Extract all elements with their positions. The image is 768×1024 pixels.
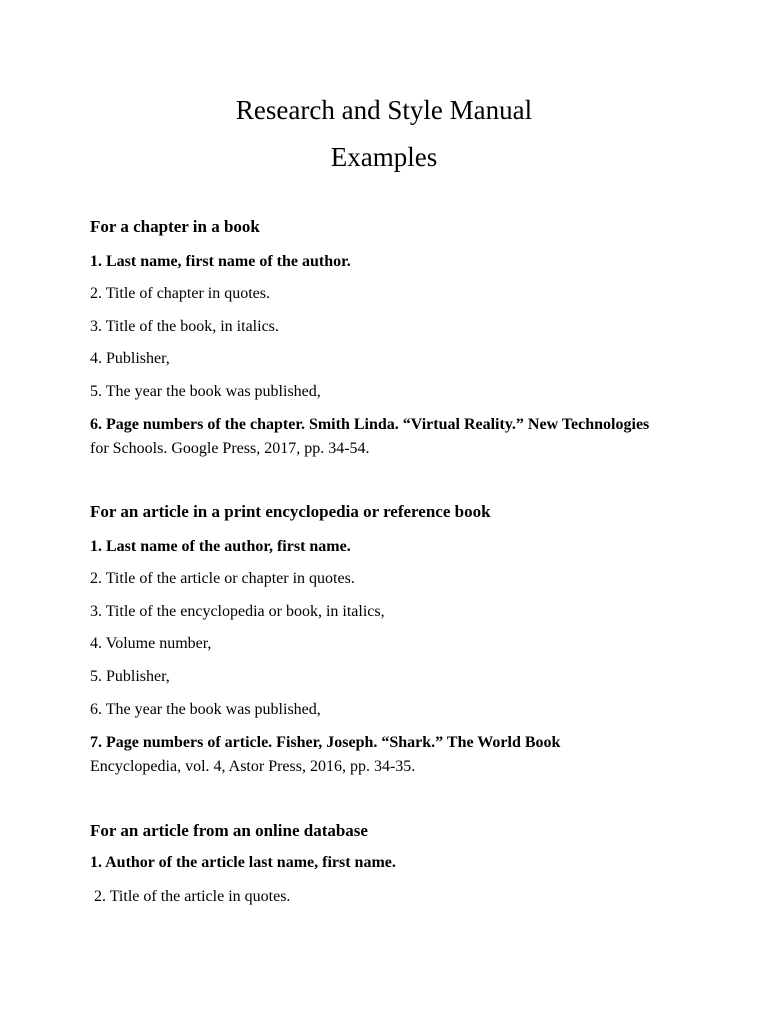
list-item: 1. Last name of the author, first name. [90, 538, 351, 555]
list-item-continuation: Encyclopedia, vol. 4, Astor Press, 2016, pp. 34-35. [90, 758, 416, 775]
list-item: 6. The year the book was published, [90, 701, 321, 718]
list-item-continuation: for Schools. Google Press, 2017, pp. 34-54. [90, 440, 370, 457]
section-heading-encyclopedia: For an article in a print encyclopedia or reference book [90, 502, 491, 521]
list-item: 3. Title of the book, in italics. [90, 318, 279, 335]
list-item: 4. Publisher, [90, 350, 170, 367]
list-item: 3. Title of the encyclopedia or book, in italics, [90, 603, 385, 620]
list-item: 2. Title of chapter in quotes. [90, 285, 270, 302]
list-item: 7. Page numbers of article. Fisher, Joseph. “Shark.” The World Book [90, 734, 561, 751]
list-item: 5. The year the book was published, [90, 383, 321, 400]
section-heading-online-database: For an article from an online database [90, 821, 368, 840]
list-item: 1. Last name, first name of the author. [90, 253, 351, 270]
list-item: 6. Page numbers of the chapter. Smith Linda. “Virtual Reality.” New Technologies [90, 416, 650, 433]
section-heading-chapter: For a chapter in a book [90, 217, 260, 236]
list-item: 5. Publisher, [90, 668, 170, 685]
document-subtitle: Examples [330, 142, 438, 172]
document-title: Research and Style Manual [235, 95, 533, 125]
list-item: 4. Volume number, [90, 635, 212, 652]
list-item: 1. Author of the article last name, first name. [90, 854, 396, 871]
list-item: 2. Title of the article in quotes. [90, 888, 291, 905]
list-item: 2. Title of the article or chapter in quotes. [90, 570, 355, 587]
